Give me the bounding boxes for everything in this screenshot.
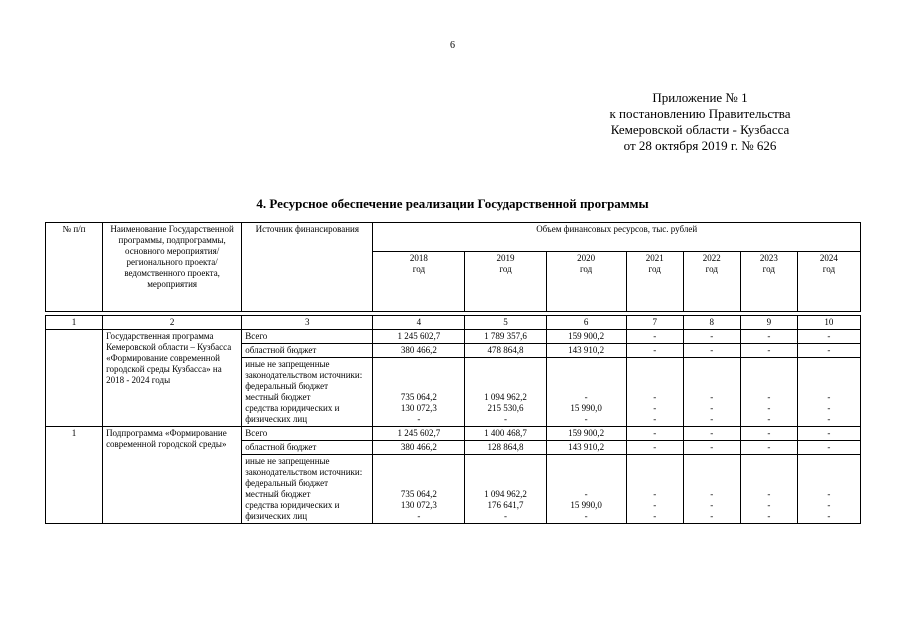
value-cell: 128 864,8 bbox=[465, 441, 546, 455]
value-cell: - bbox=[740, 427, 797, 441]
page-number: 6 bbox=[450, 40, 455, 51]
year-unit: год bbox=[822, 264, 836, 274]
value-cell: - bbox=[797, 441, 860, 455]
header-year-2020 bbox=[546, 252, 626, 312]
value-cell: - bbox=[740, 441, 797, 455]
header-year-2019 bbox=[465, 252, 546, 312]
value-cell: 143 910,2 bbox=[546, 441, 626, 455]
value-cell: 380 466,2 bbox=[373, 344, 465, 358]
value-cell: - bbox=[584, 392, 588, 402]
year-unit: год bbox=[762, 264, 775, 274]
year-value: 2019 bbox=[496, 253, 515, 263]
document-title: 4. Ресурсное обеспечение реализации Государственной программы bbox=[256, 196, 649, 211]
column-number: 2 bbox=[103, 316, 242, 330]
value-cell: - bbox=[653, 511, 657, 521]
row-total bbox=[46, 427, 861, 441]
value-stack bbox=[683, 358, 740, 427]
source-regional: областной бюджет bbox=[242, 344, 373, 358]
column-number: 8 bbox=[683, 316, 740, 330]
value-cell: - bbox=[710, 511, 714, 521]
other-source-label: местный бюджет bbox=[245, 392, 311, 402]
resource-table bbox=[45, 222, 861, 524]
value-cell: 130 072,3 bbox=[400, 403, 437, 413]
appendix-line-1: Приложение № 1 bbox=[652, 90, 748, 105]
header-year-2024 bbox=[797, 252, 860, 312]
value-cell: - bbox=[767, 414, 771, 424]
year-unit: год bbox=[412, 264, 426, 274]
value-cell: - bbox=[653, 403, 657, 413]
year-unit: год bbox=[705, 264, 718, 274]
value-cell: - bbox=[740, 330, 797, 344]
column-number: 1 bbox=[46, 316, 103, 330]
column-number: 3 bbox=[242, 316, 373, 330]
header-source: Источник финансирования bbox=[242, 223, 373, 312]
value-cell: - bbox=[683, 344, 740, 358]
source-other bbox=[242, 358, 373, 427]
value-cell: 215 530,6 bbox=[487, 403, 524, 413]
value-cell: - bbox=[710, 500, 714, 510]
value-cell: - bbox=[827, 414, 831, 424]
value-cell: - bbox=[417, 511, 421, 521]
value-cell: - bbox=[653, 500, 657, 510]
year-unit: год bbox=[648, 264, 661, 274]
source-total: Всего bbox=[242, 330, 373, 344]
value-cell: - bbox=[584, 414, 588, 424]
value-stack bbox=[465, 455, 546, 524]
value-cell: - bbox=[740, 344, 797, 358]
value-stack bbox=[797, 358, 860, 427]
value-cell: - bbox=[767, 511, 771, 521]
column-number: 5 bbox=[465, 316, 546, 330]
value-cell: - bbox=[653, 392, 657, 402]
value-cell: 159 900,2 bbox=[546, 330, 626, 344]
value-cell: - bbox=[504, 511, 508, 521]
value-cell: - bbox=[710, 414, 714, 424]
value-cell: - bbox=[584, 511, 588, 521]
column-number: 10 bbox=[797, 316, 860, 330]
source-other bbox=[242, 455, 373, 524]
value-stack bbox=[465, 358, 546, 427]
value-cell: 1 094 962,2 bbox=[484, 392, 527, 402]
year-value: 2022 bbox=[702, 253, 721, 263]
value-cell: - bbox=[827, 392, 831, 402]
year-value: 2021 bbox=[645, 253, 664, 263]
other-source-label: федеральный бюджет bbox=[245, 478, 329, 488]
row-number: 1 bbox=[46, 427, 103, 524]
value-cell: - bbox=[417, 414, 421, 424]
value-cell: - bbox=[767, 500, 771, 510]
year-value: 2023 bbox=[759, 253, 778, 263]
appendix-line-4: от 28 октября 2019 г. № 626 bbox=[623, 138, 777, 153]
year-value: 2018 bbox=[409, 253, 428, 263]
header-name: Наименование Государственной программы, подпрограммы, основного мероприятия/регионального проекта/ведомственного проекта, мероприятия bbox=[103, 223, 242, 312]
header-volume: Объем финансовых ресурсов, тыс. рублей bbox=[373, 223, 861, 252]
value-cell: - bbox=[653, 489, 657, 499]
year-unit: год bbox=[579, 264, 593, 274]
value-stack bbox=[373, 358, 465, 427]
source-total: Всего bbox=[242, 427, 373, 441]
value-cell: - bbox=[827, 489, 831, 499]
header-year-2021 bbox=[626, 252, 683, 312]
value-stack bbox=[740, 455, 797, 524]
program-name: Подпрограмма «Формирование современной городской среды» bbox=[103, 427, 242, 524]
value-cell: 1 245 602,7 bbox=[373, 330, 465, 344]
other-source-label: федеральный бюджет bbox=[245, 381, 329, 391]
value-cell: - bbox=[683, 441, 740, 455]
year-unit: год bbox=[499, 264, 512, 274]
value-cell: 478 864,8 bbox=[465, 344, 546, 358]
value-cell: - bbox=[827, 511, 831, 521]
row-number bbox=[46, 330, 103, 427]
header-year-2022 bbox=[683, 252, 740, 312]
value-cell: - bbox=[584, 489, 588, 499]
value-cell: 1 094 962,2 bbox=[484, 489, 527, 499]
row-total bbox=[46, 330, 861, 344]
value-cell: - bbox=[827, 403, 831, 413]
value-cell: - bbox=[710, 392, 714, 402]
value-cell: 15 990,0 bbox=[570, 403, 602, 413]
value-cell: - bbox=[797, 344, 860, 358]
column-number: 6 bbox=[546, 316, 626, 330]
value-cell: 380 466,2 bbox=[373, 441, 465, 455]
value-cell: - bbox=[710, 489, 714, 499]
column-number: 9 bbox=[740, 316, 797, 330]
value-cell: - bbox=[767, 403, 771, 413]
value-cell: - bbox=[797, 427, 860, 441]
program-name: Государственная программа Кемеровской области – Кузбасса «Формирование современной городской среды Кузбасса» на 2018 - 2024 годы bbox=[103, 330, 242, 427]
appendix-line-2: к постановлению Правительства bbox=[609, 106, 791, 121]
value-cell: 735 064,2 bbox=[400, 489, 437, 499]
value-cell: - bbox=[827, 500, 831, 510]
value-cell: - bbox=[767, 489, 771, 499]
value-stack bbox=[797, 455, 860, 524]
value-stack bbox=[546, 455, 626, 524]
value-cell: 1 789 357,6 bbox=[465, 330, 546, 344]
other-sources-label: иные не запрещенные законодательством источники: bbox=[245, 359, 363, 380]
appendix-block bbox=[585, 90, 815, 154]
year-value: 2020 bbox=[577, 253, 596, 263]
value-cell: 1 245 602,7 bbox=[373, 427, 465, 441]
value-cell: 1 400 468,7 bbox=[465, 427, 546, 441]
value-cell: 15 990,0 bbox=[570, 500, 602, 510]
other-sources-label: иные не запрещенные законодательством источники: bbox=[245, 456, 363, 477]
year-value: 2024 bbox=[819, 253, 838, 263]
source-regional: областной бюджет bbox=[242, 441, 373, 455]
value-stack bbox=[740, 358, 797, 427]
other-source-label: средства юридических и физических лиц bbox=[245, 403, 340, 424]
value-stack bbox=[373, 455, 465, 524]
value-cell: - bbox=[653, 414, 657, 424]
value-cell: 735 064,2 bbox=[400, 392, 437, 402]
value-cell: - bbox=[626, 344, 683, 358]
value-stack bbox=[626, 358, 683, 427]
header-year-2018 bbox=[373, 252, 465, 312]
value-stack bbox=[546, 358, 626, 427]
value-cell: 143 910,2 bbox=[546, 344, 626, 358]
value-cell: 130 072,3 bbox=[400, 500, 437, 510]
column-number: 4 bbox=[373, 316, 465, 330]
value-cell: - bbox=[626, 330, 683, 344]
value-cell: - bbox=[710, 403, 714, 413]
other-source-label: средства юридических и физических лиц bbox=[245, 500, 340, 521]
column-number: 7 bbox=[626, 316, 683, 330]
value-stack bbox=[683, 455, 740, 524]
header-no: № п/п bbox=[46, 223, 103, 312]
other-source-label: местный бюджет bbox=[245, 489, 311, 499]
appendix-line-3: Кемеровской области - Кузбасса bbox=[610, 122, 790, 137]
value-cell: - bbox=[767, 392, 771, 402]
value-stack bbox=[626, 455, 683, 524]
value-cell: - bbox=[626, 441, 683, 455]
header-year-2023 bbox=[740, 252, 797, 312]
value-cell: - bbox=[504, 414, 508, 424]
value-cell: - bbox=[683, 427, 740, 441]
value-cell: - bbox=[683, 330, 740, 344]
value-cell: - bbox=[797, 330, 860, 344]
value-cell: - bbox=[626, 427, 683, 441]
value-cell: 176 641,7 bbox=[487, 500, 524, 510]
value-cell: 159 900,2 bbox=[546, 427, 626, 441]
